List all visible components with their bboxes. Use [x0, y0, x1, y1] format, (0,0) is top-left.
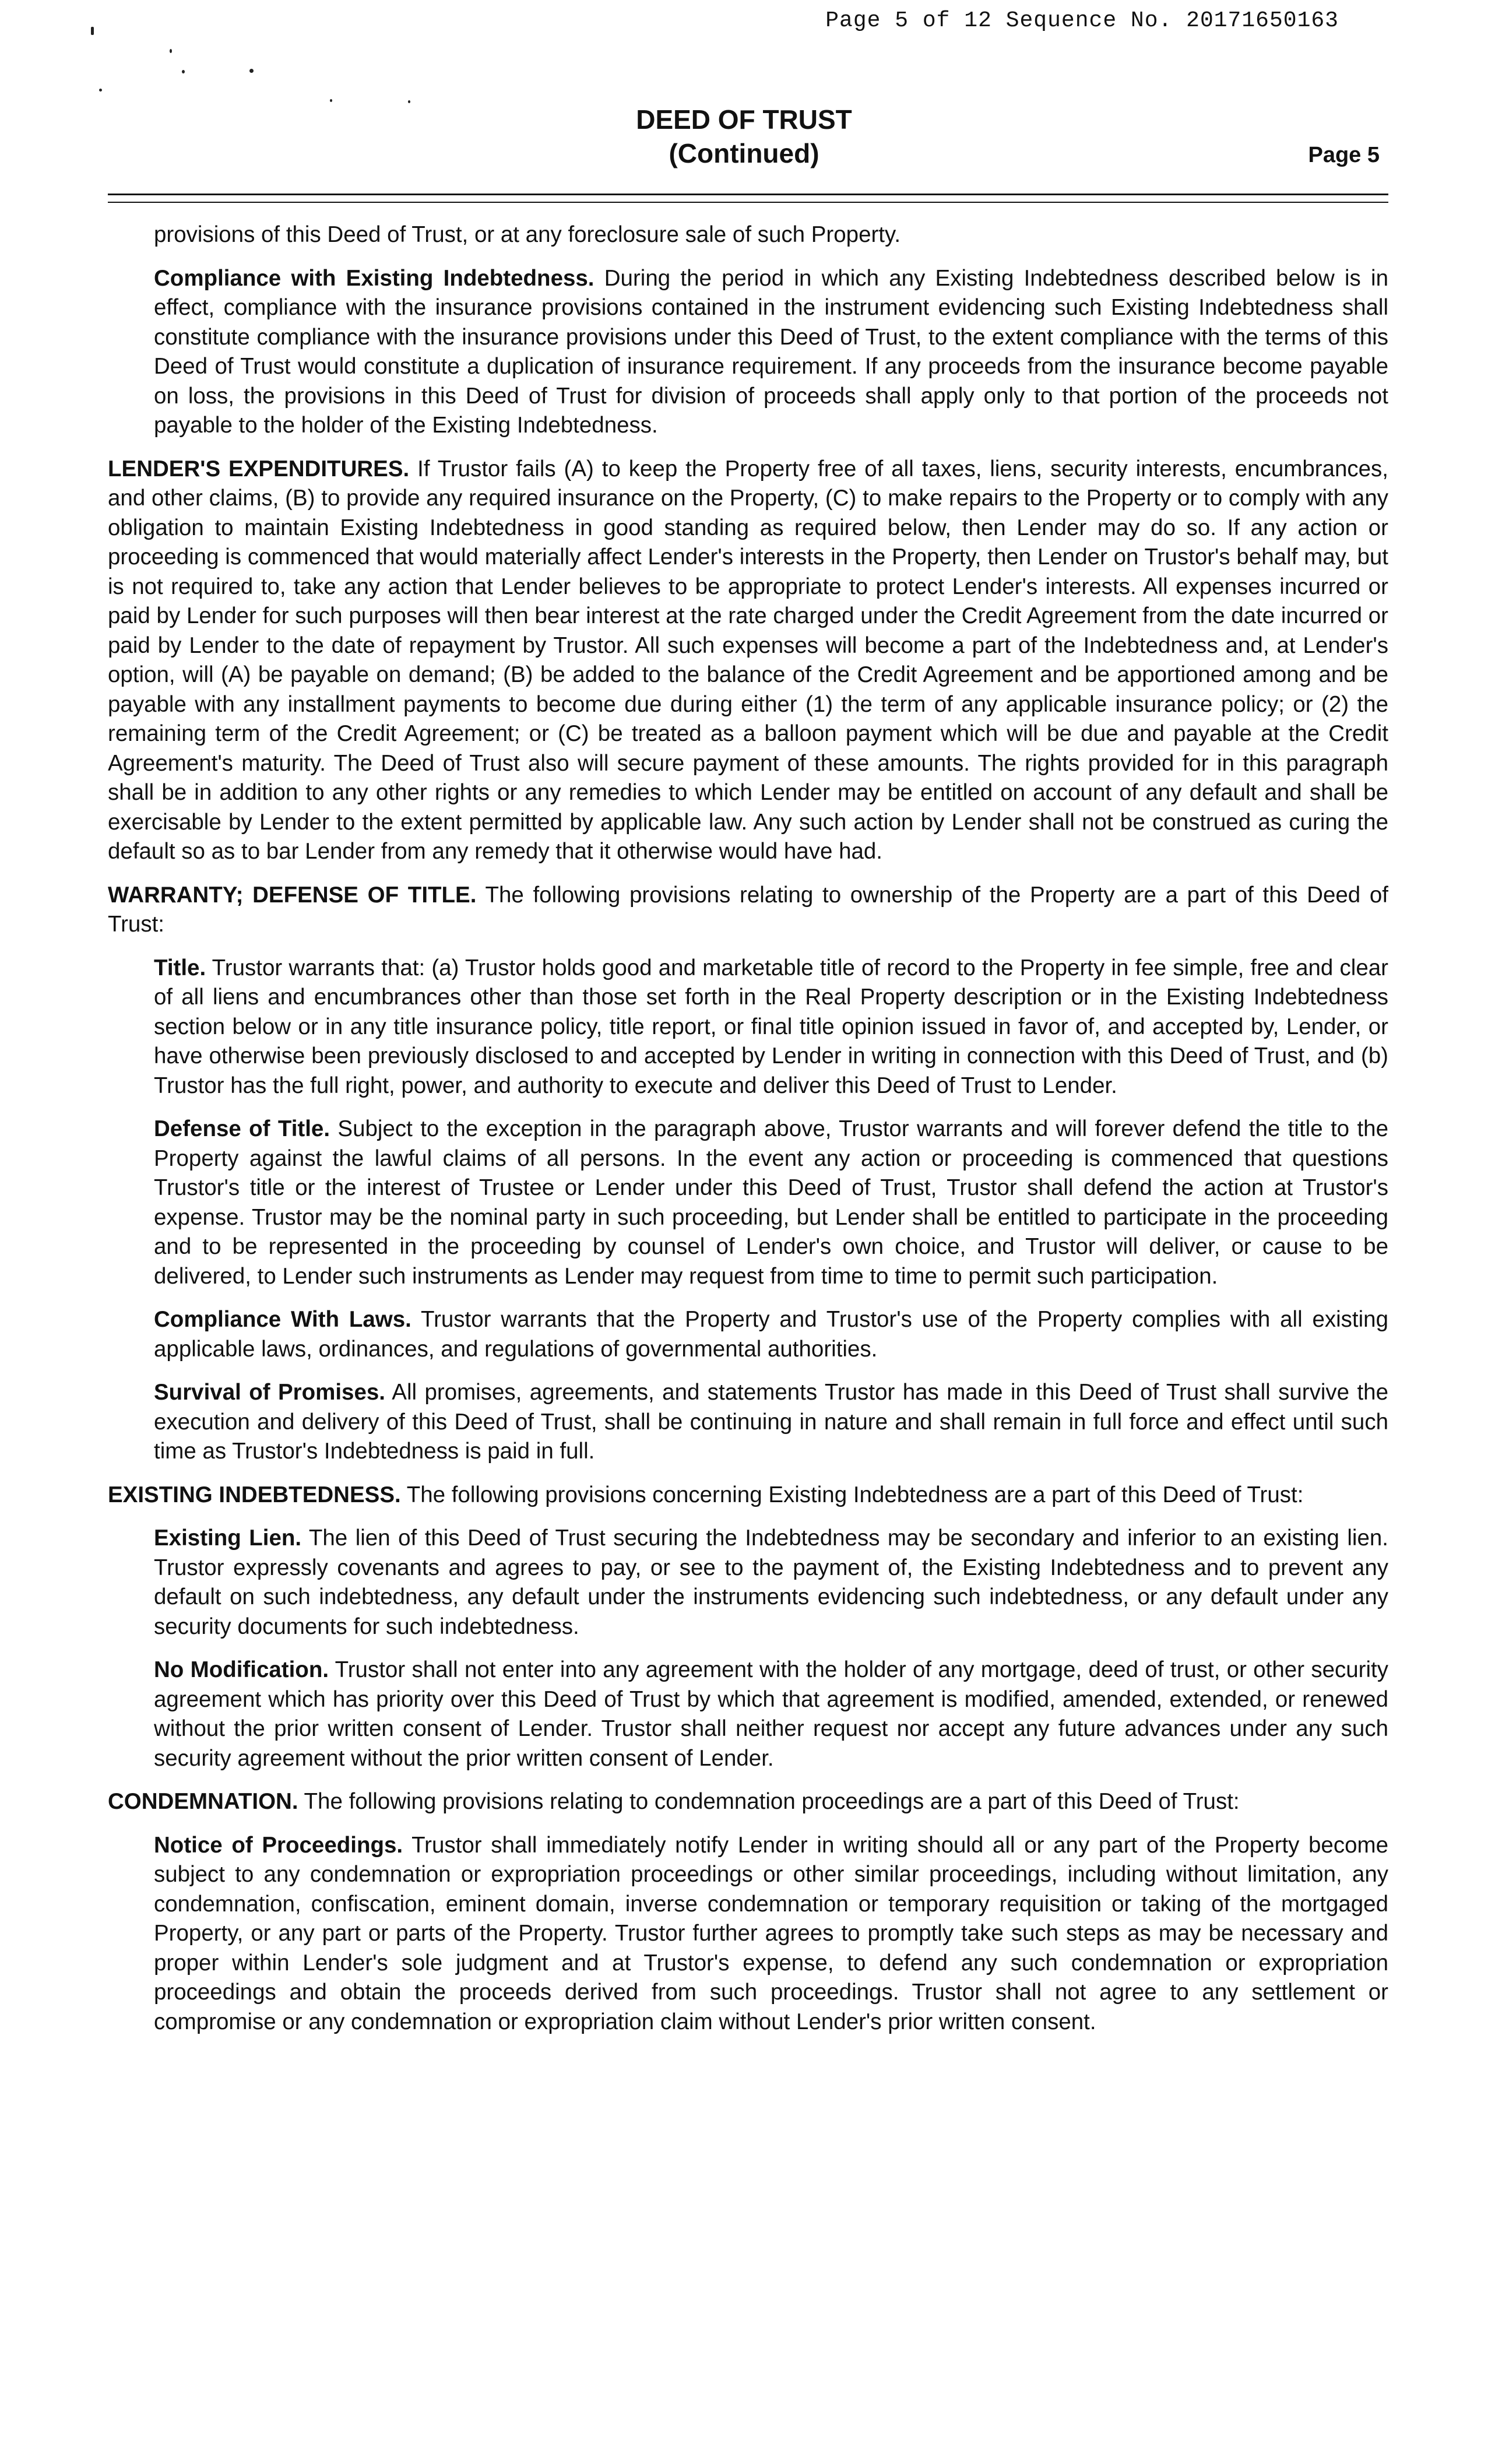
document-subtitle: (Continued) — [669, 138, 819, 168]
section-text: The following provisions relating to condemnation proceedings are a part of this Deed of Trust: — [298, 1789, 1240, 1814]
section-condemnation — [108, 1787, 1388, 1817]
section-heading: WARRANTY; DEFENSE OF TITLE. — [108, 882, 477, 908]
section-heading: CONDEMNATION. — [108, 1789, 298, 1814]
section-heading: EXISTING INDEBTEDNESS. — [108, 1482, 401, 1507]
section-lenders-expenditures — [108, 455, 1388, 867]
section-text: If Trustor fails (A) to keep the Property free of all taxes, liens, security interests, encumbrances, and other claims, (B) to provide any required insurance on the Property, (C) to make repairs to the Property or to comply with any obligation to maintain Existing Indebtedness in good standing as required below, then Lender may do so. If any action or proceeding is commenced that would materially affect Lender's interests in the Property, then Lender on Trustor's behalf may, but is not required to, take any action that Lender believes to be appropriate to protect Lender's interests. All expenses incurred or paid by Lender for such purposes will then bear interest at the rate charged under the Credit Agreement from the date incurred or paid by Lender to the date of repayment by Trustor. All such expenses will become a part of the Indebtedness and, at Lender's option, will (A) be payable on demand; (B) be added to the balance of the Credit Agreement and be apportioned among and be payable with any installment payments to become due during either (1) the term of any applicable insurance policy; or (2) the remaining term of the Credit Agreement; or (C) be treated as a balloon payment which will be due and payable at the Credit Agreement's maturity. The Deed of Trust also will secure payment of these amounts. The rights provided for in this paragraph shall be in addition to any other rights or any remedies to which Lender may be entitled on account of any default and shall be exercisable by Lender to the extent permitted by applicable law. Any such action by Lender shall not be construed as curing the default so as to bar Lender from any remedy that it otherwise would have had. — [108, 456, 1388, 864]
paragraph-heading: Notice of Proceedings. — [154, 1832, 403, 1858]
paragraph-compliance-existing-indebtedness — [154, 264, 1388, 441]
section-text: The following provisions relating to ownership of the Property are a part of this Deed of Trust: — [108, 882, 1388, 937]
paragraph-text: Trustor shall not enter into any agreement with the holder of any mortgage, deed of trust, or other security agreement which has priority over this Deed of Trust by which that agreement is modified, amended, extended, or renewed without the prior written consent of Lender. Trustor shall neither request nor accept any future advances under any such security agreement without the prior written consent of Lender. — [154, 1657, 1388, 1771]
paragraph-no-modification — [154, 1655, 1388, 1773]
paragraph-compliance-with-laws — [154, 1305, 1388, 1364]
document-body — [108, 220, 1388, 2051]
section-heading: LENDER'S EXPENDITURES. — [108, 456, 410, 481]
paragraph-existing-lien — [154, 1524, 1388, 1642]
paragraph-defense-of-title — [154, 1115, 1388, 1291]
paragraph-heading: Title. — [154, 955, 206, 980]
document-title: DEED OF TRUST — [636, 104, 852, 135]
paragraph-heading: Defense of Title. — [154, 1116, 330, 1141]
paragraph-heading: Compliance with Existing Indebtedness. — [154, 265, 595, 291]
document-title-block — [0, 103, 1488, 170]
section-warranty-defense-of-title — [108, 881, 1388, 940]
paragraph-title — [154, 954, 1388, 1101]
paragraph-text: Trustor shall immediately notify Lender in writing should all or any part of the Property become subject to any condemnation or expropriation proceedings or other similar proceedings, including without limitation, any condemnation, confiscation, eminent domain, inverse condemnation or temporary requisition or taking of the mortgaged Property, or any part or parts of the Property. Trustor further agrees to promptly take such steps as may be necessary and proper within Lender's sole judgment and at Trustor's expense, to defend any such condemnation or expropriation proceedings and obtain the proceeds derived from such proceedings. Trustor shall not agree to any settlement or compromise or any condemnation or expropriation claim without Lender's prior written consent. — [154, 1832, 1388, 2034]
section-text: The following provisions concerning Existing Indebtedness are a part of this Deed of Trust: — [400, 1482, 1304, 1507]
paragraph-continuation: provisions of this Deed of Trust, or at any foreclosure sale of such Property. — [154, 222, 901, 247]
paragraph-text: Subject to the exception in the paragraph above, Trustor warrants and will forever defend the title to the Property against the lawful claims of all persons. In the event any action or proceeding is commenced that questions Trustor's title or the interest of Trustee or Lender under this Deed of Trust, Trustor shall defend the action at Trustor's expense. Trustor may be the nominal party in such proceeding, but Lender shall be entitled to participate in the proceeding and to be represented in the proceeding by counsel of Lender's own choice, and Trustor will deliver, or cause to be delivered, to Lender such instruments as Lender may request from time to time to permit such participation. — [154, 1116, 1388, 1289]
paragraph-heading: Compliance With Laws. — [154, 1307, 411, 1332]
paragraph-heading: Survival of Promises. — [154, 1380, 385, 1405]
section-existing-indebtedness — [108, 1481, 1388, 1510]
paragraph-text: During the period in which any Existing Indebtedness described below is in effect, compliance with the insurance provisions contained in the instrument evidencing such Existing Indebtedness shall constitute compliance with the insurance provisions under this Deed of Trust, to the extent compliance with the terms of this Deed of Trust would constitute a duplication of insurance requirement. If any proceeds from the insurance become payable on loss, the provisions in this Deed of Trust for division of proceeds shall apply only to that portion of the proceeds not payable to the holder of the Existing Indebtedness. — [154, 265, 1389, 438]
recording-stamp: Page 5 of 12 Sequence No. 20171650163 — [825, 8, 1339, 33]
paragraph-text: All promises, agreements, and statements Trustor has made in this Deed of Trust shall survive the execution and delivery of this Deed of Trust, shall be continuing in nature and shall remain in full force and effect until such time as Trustor's Indebtedness is paid in full. — [154, 1380, 1388, 1464]
page-number: Page 5 — [1308, 143, 1380, 167]
paragraph-heading: No Modification. — [154, 1657, 329, 1682]
paragraph-notice-of-proceedings — [154, 1831, 1388, 2037]
paragraph-text: Trustor warrants that the Property and Trustor's use of the Property complies with all existing applicable laws, ordinances, and regulations of governmental authorities. — [154, 1307, 1388, 1362]
paragraph-text: Trustor warrants that: (a) Trustor holds good and marketable title of record to the Property in fee simple, free and clear of all liens and encumbrances other than those set forth in the Real Property description or in the Existing Indebtedness section below or in any title insurance policy, title report, or final title opinion issued in favor of, and accepted by, Lender, or have otherwise been previously disclosed to and accepted by Lender in writing in connection with this Deed of Trust, and (b) Trustor has the full right, power, and authority to execute and deliver this Deed of Trust to Lender. — [154, 955, 1388, 1098]
header-rule-top — [108, 194, 1388, 195]
paragraph-heading: Existing Lien. — [154, 1525, 302, 1551]
paragraph-text: The lien of this Deed of Trust securing the Indebtedness may be secondary and inferior to an existing lien. Trustor expressly covenants and agrees to pay, or see to the payment of, the Existing Indebtedness and to prevent any default on such indebtedness, any default under the instruments evidencing such indebtedness, or any default under any security documents for such indebtedness. — [154, 1525, 1388, 1639]
header-rule-bottom — [108, 202, 1388, 203]
paragraph-survival-of-promises — [154, 1378, 1388, 1467]
